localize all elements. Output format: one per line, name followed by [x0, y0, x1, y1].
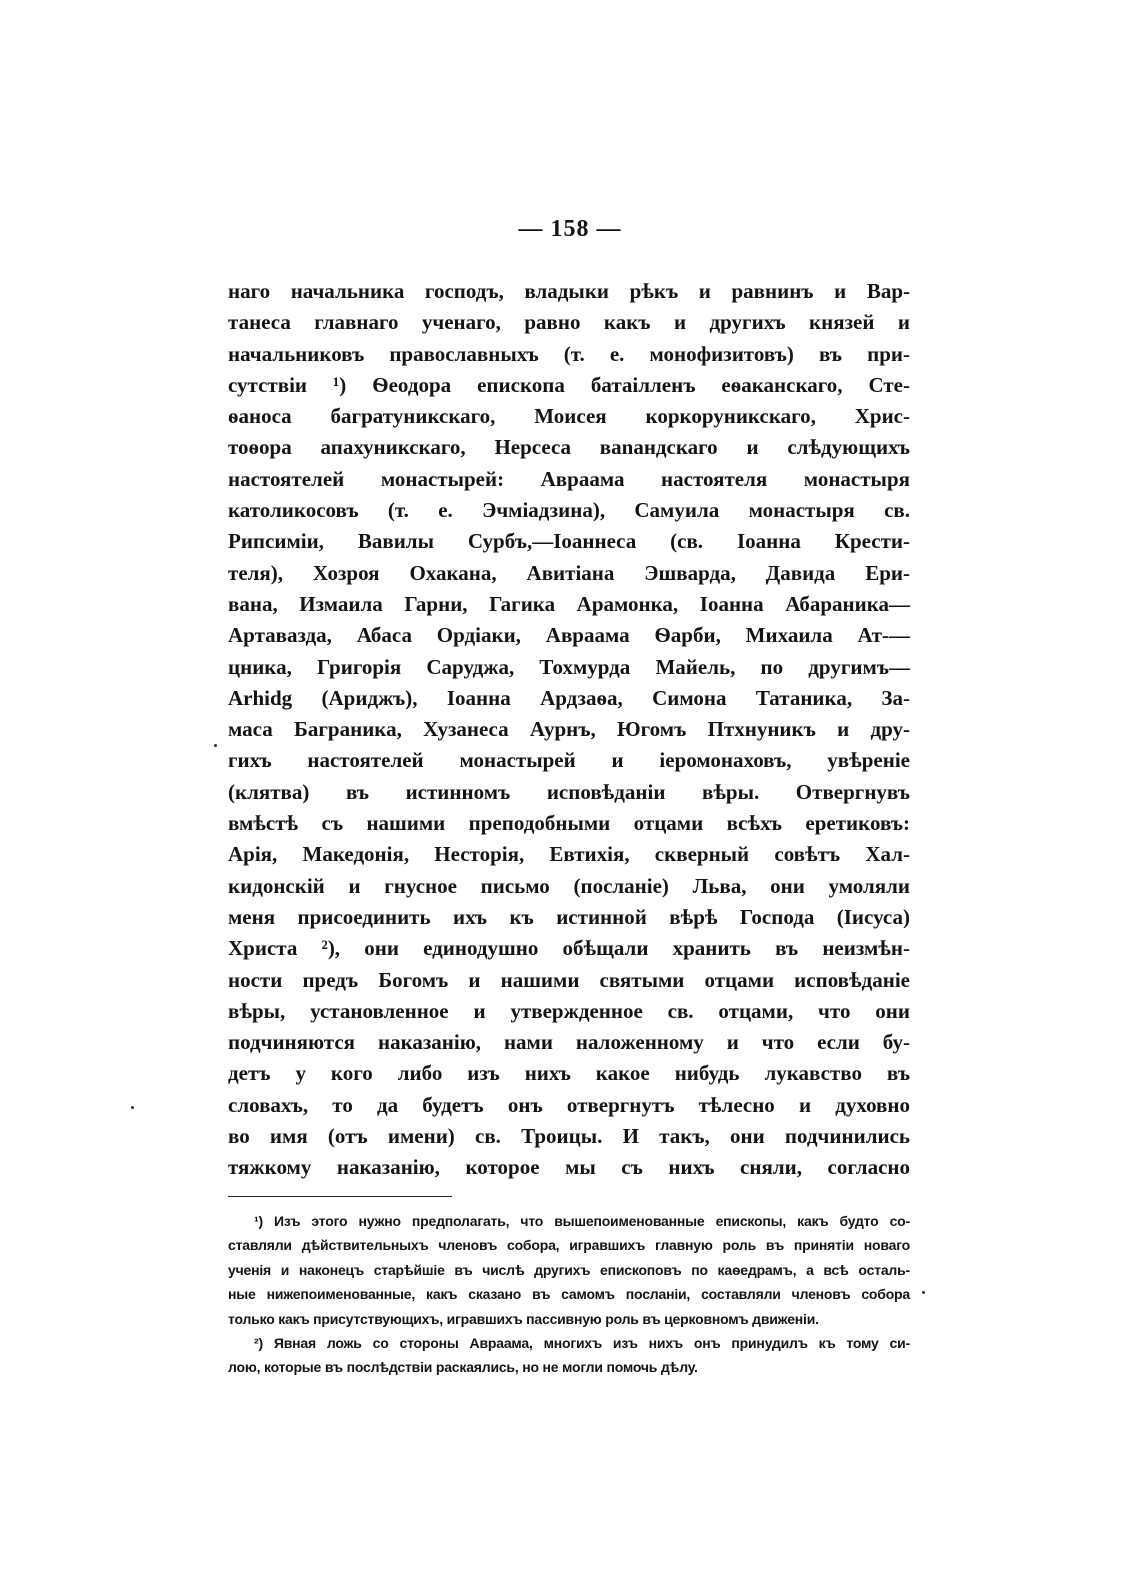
footnote-line: лою, которые въ послѣдствіи раскаялись, но не могли помочь дѣлу. — [228, 1359, 698, 1376]
text-line: сутствіи ¹) Ѳеодора епископа батаілленъ еѳаканскаго, Сте- — [228, 372, 910, 397]
scan-speck — [922, 1291, 925, 1294]
text-line: тяжкому наказанію, которое мы съ нихъ сняли, согласно — [228, 1155, 910, 1180]
text-line: настоятелей монастырей: Авраама настоятеля монастыря — [228, 466, 910, 491]
text-line: подчиняются наказанію, нами наложенному и что если бу- — [228, 1030, 910, 1055]
text-line: Артавазда, Абаса Ордіаки, Авраама Ѳарби, Михаила Ат-— — [228, 623, 910, 648]
text-line: теля), Хозроя Охакана, Авитіана Эшварда, Давида Ери- — [228, 560, 910, 585]
text-line: детъ у кого либо изъ нихъ какое нибудь лукавство въ — [228, 1061, 910, 1086]
text-line: католикосовъ (т. е. Эчміадзина), Самуила монастыря св. — [228, 498, 910, 523]
main-text — [228, 276, 910, 1184]
text-line: Arhidg (Ариджъ), Іоанна Ардзаѳа, Симона Татаника, За- — [228, 685, 910, 710]
text-line: вмѣстѣ съ нашими преподобными отцами всѣхъ еретиковъ: — [228, 811, 910, 836]
text-line: гихъ настоятелей монастырей и іеромонаховъ, увѣреніе — [228, 748, 910, 773]
page-number: — 158 — — [518, 216, 622, 242]
text-line: танеса главнаго ученаго, равно какъ и другихъ князей и — [228, 310, 910, 335]
text-line: вѣры, установленное и утвержденное св. отцами, что они — [228, 998, 910, 1023]
text-line: Рипсиміи, Вавилы Сурбъ,—Іоаннеса (св. Іоанна Крести- — [228, 529, 910, 554]
footnote-line: ¹) Изъ этого нужно предполагать, что вышепоименованные епископы, какъ будто со- — [254, 1213, 910, 1229]
text-line: ности предъ Богомъ и нашими святыми отцами исповѣданіе — [228, 967, 910, 992]
text-line: цника, Григорія Саруджа, Тохмурда Майель, по другимъ— — [228, 654, 910, 679]
text-line: Арія, Македонія, Несторія, Евтихія, скверный совѣтъ Хал- — [228, 842, 910, 867]
scan-speck — [131, 1106, 134, 1109]
footnote-line: ²) Явная ложь со стороны Авраама, многихъ изъ нихъ онъ принудилъ къ тому си- — [254, 1334, 910, 1351]
text-line: (клятва) въ истинномъ исповѣданіи вѣры. Отвергнувъ — [228, 779, 910, 804]
text-line: Христа ²), они единодушно обѣщали хранить въ неизмѣн- — [228, 936, 910, 961]
scan-speck — [214, 744, 217, 747]
text-line: начальниковъ православныхъ (т. е. монофизитовъ) въ при- — [228, 341, 910, 366]
text-line: вана, Измаила Гарни, Гагика Арамонка, Іоанна Абараника— — [228, 591, 910, 616]
footnotes — [228, 1209, 910, 1380]
footnote-line: ные нижепоименованные, какъ сказано въ самомъ посланіи, составляли членовъ собора — [228, 1286, 910, 1303]
footnote-line: только какъ присутствующихъ, игравшихъ пассивную роль въ церковномъ движеніи. — [228, 1310, 819, 1327]
text-line: тоѳора апахуникскаго, Нерсеса вanандскаго и слѣдующихъ — [228, 435, 910, 460]
text-line: маса Баграника, Хузанеса Аурнъ, Югомъ Птхнуникъ и дру- — [228, 717, 910, 742]
footnote-line: ставляли дѣйствительныхъ членовъ собора, игравшихъ главную роль въ принятіи новаго — [228, 1237, 910, 1254]
text-line: наго начальника господъ, владыки рѣкъ и равнинъ и Вар- — [228, 279, 910, 303]
footnote-line: ученія и наконецъ старѣйшіе въ числѣ другихъ епископовъ по каѳедрамъ, а всѣ осталь- — [228, 1261, 910, 1278]
text-line: меня присоединить ихъ къ истинной вѣрѣ Господа (Іисуса) — [228, 904, 910, 929]
footnote-divider — [228, 1196, 452, 1197]
text-line: кидонскій и гнусное письмо (посланіе) Льва, они умоляли — [228, 873, 910, 898]
text-line: ѳаноса багратуникскаго, Моисея коркоруникскаго, Хрис- — [228, 404, 910, 429]
text-line: словахъ, то да будетъ онъ отвергнутъ тѣлесно и духовно — [228, 1092, 910, 1117]
text-line: во имя (отъ имени) св. Троицы. И такъ, они подчинились — [228, 1124, 910, 1149]
